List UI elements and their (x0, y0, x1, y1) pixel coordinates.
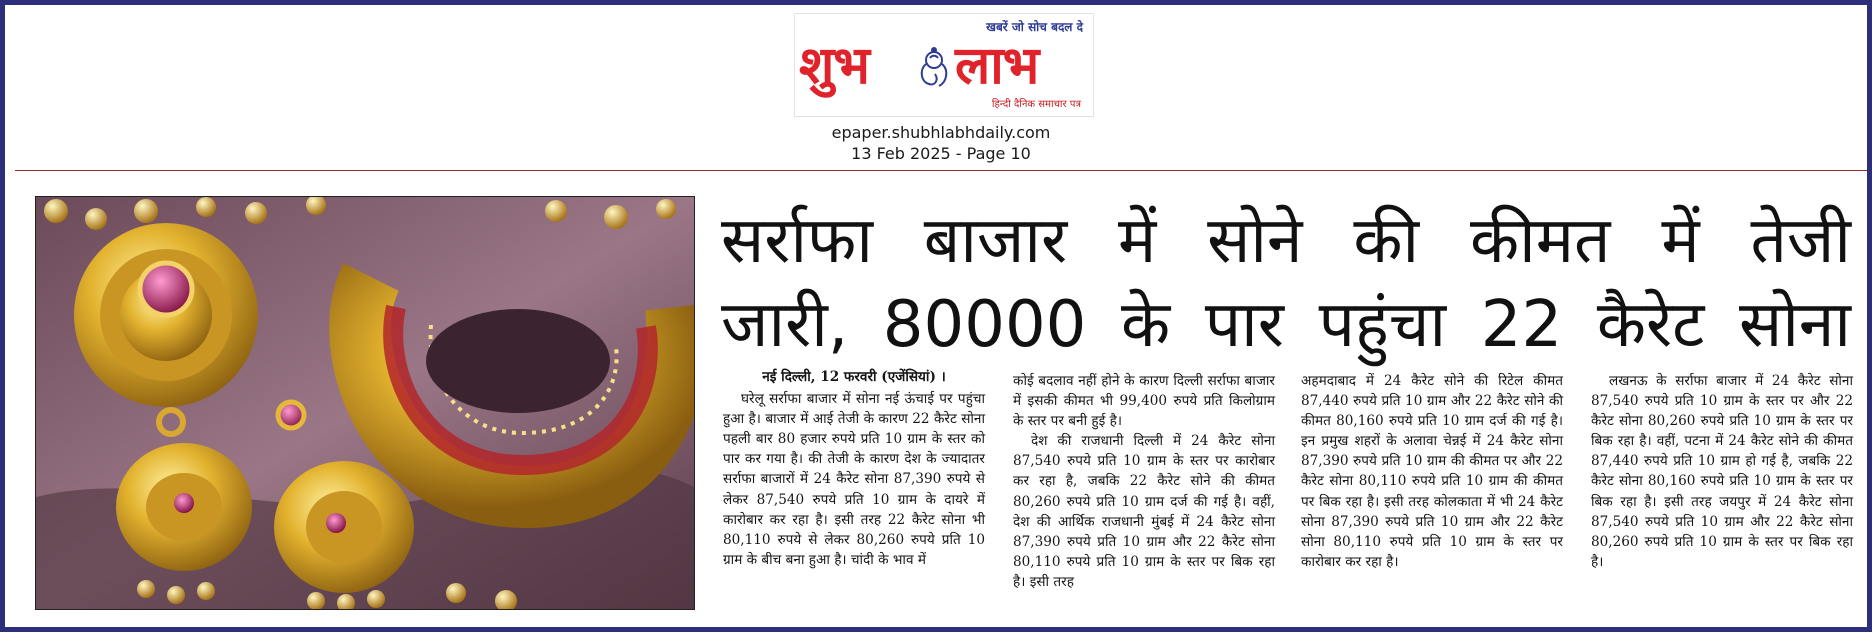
article-headline (721, 199, 1851, 367)
header-divider (15, 170, 1867, 171)
masthead-tagline: खबरें जो सोच बदल दे (986, 20, 1083, 34)
article-dateline: नई दिल्ली, 12 फरवरी (एजेंसियां) । (762, 369, 946, 385)
column-3-text: अहमदाबाद में 24 कैरेट सोने की रिटेल कीमत 87,440 रुपये प्रति 10 ग्राम और 22 कैरेट सोने की कीमत 80,160 रुपये प्रति 10 ग्राम दर्ज की गई है। इन प्रमुख शहरों के अलावा चेन्नई में 24 कैरेट सोना 87,390 रुपये प्रति 10 ग्राम की कीमत पर और 22 कैरेट सोना 80,110 रुपये प्रति 10 ग्राम की कीमत पर बिक रहा है। इसी तरह कोलकाता में भी 24 कैरेट सोना 87,390 रुपये प्रति 10 ग्राम और 22 कैरेट सोना 80,110 रुपये प्रति 10 ग्राम के स्तर पर कारोबार कर रहा है। (1301, 373, 1563, 570)
logo-word-shubh: शुभ (799, 36, 869, 96)
ganesha-icon (913, 46, 955, 92)
article-column-4 (1591, 371, 1853, 572)
masthead-logo[interactable] (794, 13, 1094, 117)
article-column-2 (1013, 371, 1275, 592)
column-2-text-a: कोई बदलाव नहीं होने के कारण दिल्ली सर्राफा बाजार में इसकी कीमत भी 99,400 रुपये प्रति किलोग्राम के स्तर पर बनी हुई है। (1013, 373, 1275, 430)
epaper-date-page: 13 Feb 2025 - Page 10 (851, 144, 1031, 163)
headline-line-1: सर्राफा बाजार में सोने की कीमत में तेजी (721, 204, 1851, 278)
gold-jewelry-illustration (36, 197, 694, 609)
jewelry-photo (35, 196, 695, 610)
column-4-text: लखनऊ के सर्राफा बाजार में 24 कैरेट सोना 87,540 रुपये प्रति 10 ग्राम के स्तर पर और 22 कैरेट सोना 80,260 रुपये प्रति 10 ग्राम के स्तर पर बिक रहा है। वहीं, पटना में 24 कैरेट सोने की कीमत 87,440 रुपये प्रति 10 ग्राम हो गई है, जबकि 22 कैरेट सोना 80,160 रुपये प्रति 10 ग्राम के स्तर पर बिक रहा है। इसी तरह जयपुर में 24 कैरेट सोना 87,540 रुपये प्रति 10 ग्राम और 22 कैरेट सोना 80,260 रुपये प्रति 10 ग्राम के स्तर पर बिक रहा है। (1591, 373, 1853, 570)
column-2-text-b: देश की राजधानी दिल्ली में 24 कैरेट सोना 87,540 रुपये प्रति 10 ग्राम के स्तर पर कारोबार कर रहा है, जबकि 22 कैरेट सोने की कीमत 80,260 रुपये प्रति 10 ग्राम दर्ज की गई है। वहीं, देश की आर्थिक राजधानी मुंबई में 24 कैरेट सोना 87,390 रुपये प्रति 10 ग्राम और 22 कैरेट सोना 80,110 रुपये प्रति 10 ग्राम के स्तर पर बिक रहा है। इसी तरह (1013, 433, 1275, 590)
logo-word-labh: लाभ (955, 36, 1039, 96)
epaper-url[interactable]: epaper.shubhlabhdaily.com (831, 123, 1051, 142)
article-column-1 (723, 367, 985, 570)
column-1-text: घरेलू सर्राफा बाजार में सोना नई ऊंचाई पर पहुंचा हुआ है। बाजार में आई तेजी के कारण 22 कैरेट सोना पहली बार 80 हजार रुपये प्रति 10 ग्राम के स्तर को पार कर गया है। की तेजी के कारण देश के ज्यादातर सर्राफा बाजारों में 24 कैरेट सोना 87,390 रुपये से लेकर 87,540 रुपये प्रति 10 ग्राम के दायरे में कारोबार कर रहा है। इसी तरह 22 कैरेट सोना भी 80,110 रुपये से लेकर 80,260 रुपये प्रति 10 ग्राम के बीच बना हुआ है। चांदी के भाव में (723, 391, 985, 568)
headline-line-2: जारी, 80000 के पार पहुंचा 22 कैरेट सोना (721, 288, 1851, 362)
article-column-3 (1301, 371, 1563, 572)
masthead-subtitle: हिन्दी दैनिक समाचार पत्र (991, 99, 1081, 110)
